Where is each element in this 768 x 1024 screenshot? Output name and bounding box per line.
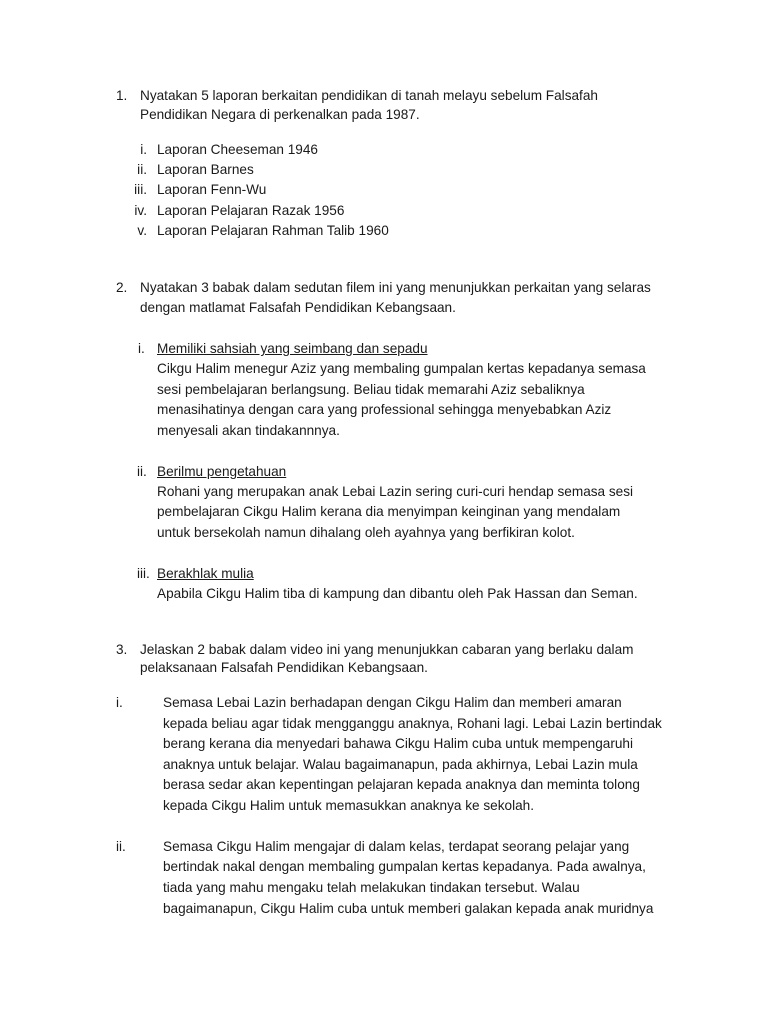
q3-item-line: kepada Cikgu Halim untuk memasukkan anaknya ke sekolah. (163, 798, 535, 813)
q1-text-line-1: Nyatakan 5 laporan berkaitan pendidikan di tanah melayu sebelum Falsafah (140, 88, 598, 103)
q2-item-number: ii. (137, 464, 147, 479)
q1-item-number: ii. (137, 162, 147, 177)
q2-item-line: untuk bersekolah namun dihalang oleh ayahnya yang berfikiran kolot. (157, 525, 575, 540)
q3-item-line: bertindak nakal dengan membaling gumpalan kertas kepadanya. Pada awalnya, (163, 859, 646, 874)
q1-item-text: Laporan Fenn-Wu (157, 182, 267, 197)
q3-item-line: kepada beliau agar tidak mengganggu anaknya, Rohani lagi. Lebai Lazin bertindak (163, 716, 662, 731)
q1-item-text: Laporan Pelajaran Razak 1956 (157, 203, 345, 218)
q3-item-line: Semasa Cikgu Halim mengajar di dalam kelas, terdapat seorang pelajar yang (163, 839, 630, 854)
q2-item-line: menyesali akan tindakannnya. (157, 423, 340, 438)
q3-item-line: berasa sedar akan kepentingan pelajaran kepada anaknya dan meminta tolong (163, 777, 640, 792)
q1-item-number: v. (137, 223, 147, 238)
q2-item-line: Apabila Cikgu Halim tiba di kampung dan dibantu oleh Pak Hassan dan Seman. (157, 586, 638, 601)
q3-item-number: ii. (116, 839, 126, 854)
q1-item-text: Laporan Cheeseman 1946 (157, 142, 318, 157)
q3-item-line: berang kerana dia menyedari bahawa Cikgu Halim cuba untuk mempengaruhi (163, 736, 634, 751)
q3-text-line-2: pelaksanaan Falsafah Pendidikan Kebangsaan. (140, 660, 428, 675)
q2-item-number: i. (138, 341, 145, 356)
q1-item-text: Laporan Pelajaran Rahman Talib 1960 (157, 223, 389, 238)
q3-item-line: anaknya untuk belajar. Walau bagaimanapun, pada akhirnya, Lebai Lazin mula (163, 757, 638, 772)
q2-item-line: Cikgu Halim menegur Aziz yang membaling gumpalan kertas kepadanya semasa (157, 361, 646, 376)
q3-number: 3. (116, 642, 128, 657)
q1-item-text: Laporan Barnes (157, 162, 254, 177)
q2-item-line: menasihatinya dengan cara yang professional sehingga menyebabkan Aziz (157, 402, 612, 417)
q2-item-number: iii. (137, 566, 150, 581)
q3-item-line: tiada yang mahu mengaku telah melakukan tindakan tersebut. Walau (163, 880, 580, 895)
q1-number: 1. (116, 88, 128, 103)
q3-item-line: bagaimanapun, Cikgu Halim cuba untuk memberi galakan kepada anak muridnya (163, 901, 654, 916)
q1-item-number: iii. (134, 182, 147, 197)
q1-item-number: iv. (134, 203, 147, 218)
q3-text-line-1: Jelaskan 2 babak dalam video ini yang menunjukkan cabaran yang berlaku dalam (140, 642, 634, 657)
q1-text-line-2: Pendidikan Negara di perkenalkan pada 1987. (140, 107, 420, 122)
q2-item-line: pembelajaran Cikgu Halim kerana dia menyimpan keinginan yang mendalam (157, 504, 621, 519)
q2-item-heading: Memiliki sahsiah yang seimbang dan sepadu (157, 341, 428, 356)
q1-item-number: i. (140, 142, 147, 157)
q2-number: 2. (116, 280, 128, 295)
q2-item-heading: Berilmu pengetahuan (157, 464, 287, 479)
q2-item-line: sesi pembelajaran berlangsung. Beliau tidak memarahi Aziz sebaliknya (157, 382, 585, 397)
q2-item-heading: Berakhlak mulia (157, 566, 254, 581)
q3-item-number: i. (116, 695, 123, 710)
q2-text-line-1: Nyatakan 3 babak dalam sedutan filem ini yang menunjukkan perkaitan yang selaras (140, 280, 651, 295)
q2-text-line-2: dengan matlamat Falsafah Pendidikan Kebangsaan. (140, 300, 456, 315)
q2-item-line: Rohani yang merupakan anak Lebai Lazin sering curi-curi hendap semasa sesi (157, 484, 634, 499)
q3-item-line: Semasa Lebai Lazin berhadapan dengan Cikgu Halim dan memberi amaran (163, 695, 622, 710)
